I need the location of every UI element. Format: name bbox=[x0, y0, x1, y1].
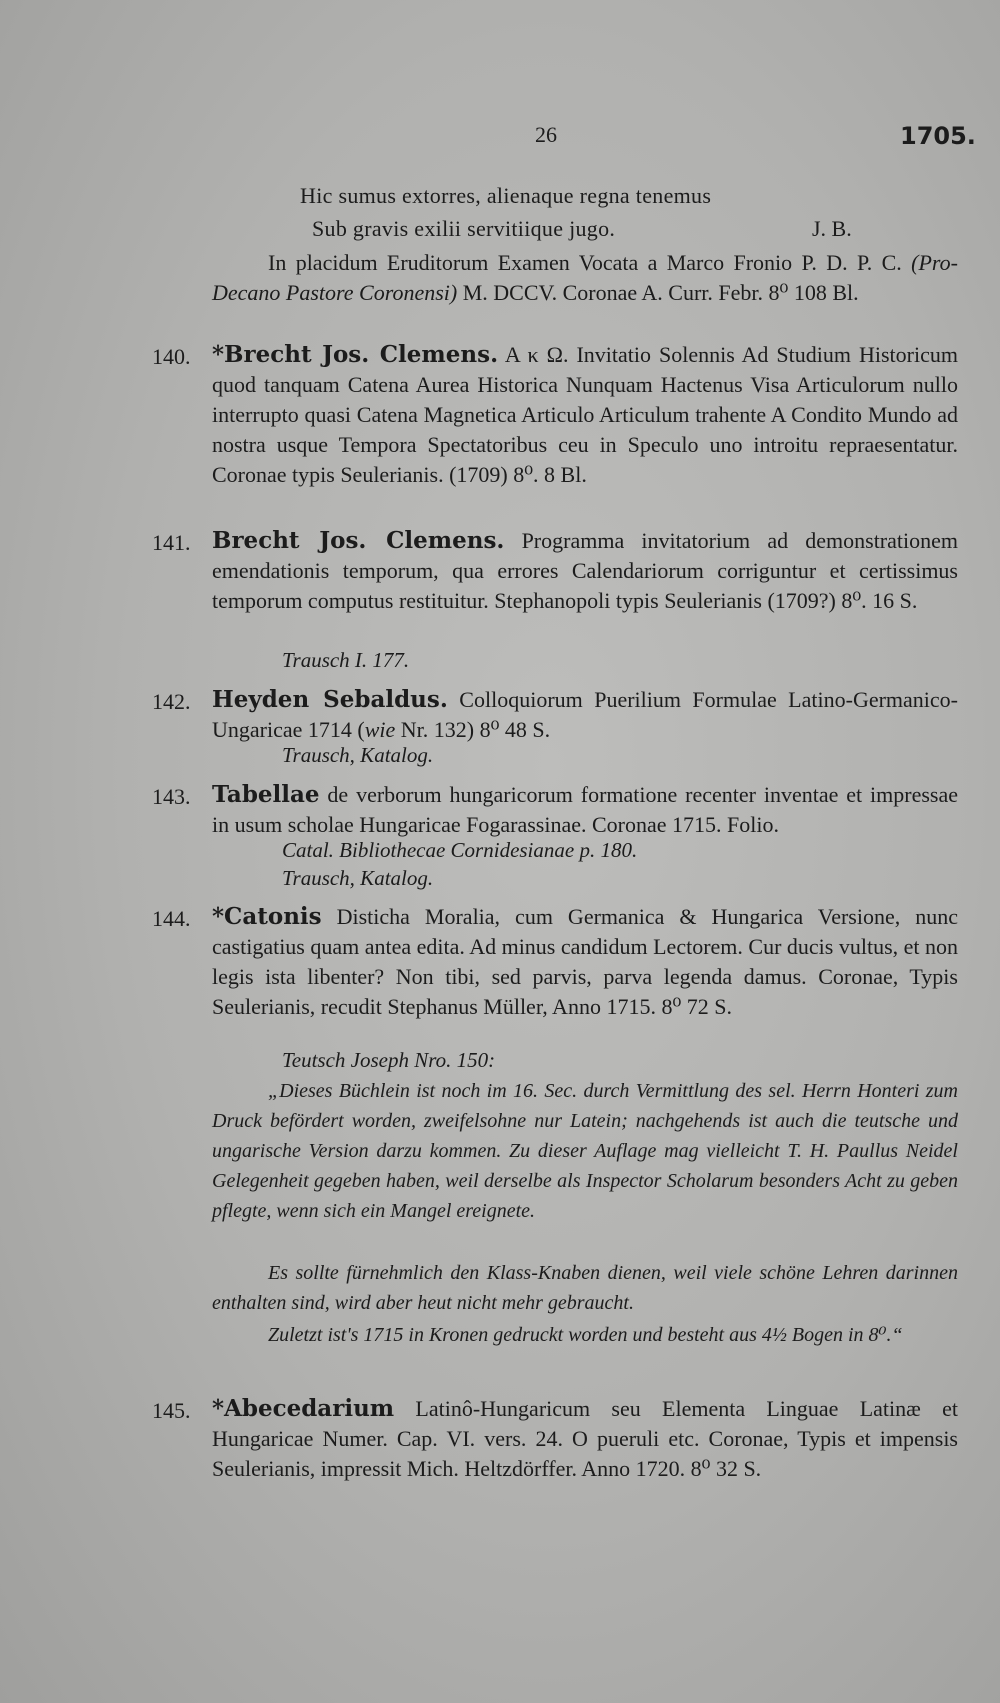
entry-title: *Abecedarium bbox=[212, 1395, 395, 1422]
entry-title: Tabellae bbox=[212, 781, 320, 808]
entry-145: *Abecedarium Latinô-Hungaricum seu Elementa Linguae Latinæ et Hungaricae Numer. Cap. VI. vers. 24. O pueruli etc. Coronae, Typis et impensis Seulerianis, impressit Mich. Heltzdörffer. Anno 1720. 8⁰ 32 S. bbox=[212, 1395, 958, 1481]
entry-title: *Brecht Jos. Clemens. bbox=[212, 341, 499, 368]
entry-number: 141. bbox=[152, 530, 191, 555]
entry-reference: Catal. Bibliothecae Cornidesianae p. 180. bbox=[282, 838, 638, 862]
entry-reference: Trausch, Katalog. bbox=[282, 866, 434, 890]
entry-reference: Trausch I. 177. bbox=[282, 648, 410, 672]
entry-number: 144. bbox=[152, 906, 191, 931]
quote-paragraph: Zuletzt ist's 1715 in Kronen gedruckt worden und besteht aus 4½ Bogen in 8⁰.“ bbox=[268, 1324, 903, 1346]
verse-signature: J. B. bbox=[812, 216, 852, 241]
quote-paragraph: „Dieses Büchlein ist noch im 16. Sec. durch Vermittlung des sel. Herrn Honteri zum Druck befördert worden, zweifelsohne nur Latein; nachgehends ist auch die teutsche und ungarische Version darzu kommen. Zu dieser Auflage mag vielleicht T. H. Paullus Neidel Gelegenheit gegeben haben, weil derselbe als Inspector Scholarum besonders Acht zu geben pflegte, wenn sich ein Mangel ereignete. bbox=[212, 1080, 958, 1222]
quote-paragraph: Es sollte fürnehmlich den Klass-Knaben dienen, weil viele schöne Lehren darinnen enthalten sind, wird aber heut nicht mehr gebraucht. bbox=[212, 1262, 958, 1314]
verse-line-1: Hic sumus extorres, alienaque regna tenemus bbox=[300, 183, 712, 208]
entry-number: 143. bbox=[152, 784, 191, 809]
entry-reference: Trausch, Katalog. bbox=[282, 743, 434, 767]
entry-title: Heyden Sebaldus. bbox=[212, 686, 448, 713]
entry-number: 140. bbox=[152, 344, 191, 369]
page-number: 26 bbox=[535, 122, 557, 147]
opening-paragraph: In placidum Eruditorum Examen Vocata a Marco Fronio P. D. P. C. (Pro-Decano Pastore Coronensi) M. DCCV. Coronae A. Curr. Febr. 8⁰ 108 Bl. bbox=[212, 250, 958, 305]
verse-line-2: Sub gravis exilii servitiique jugo. bbox=[312, 216, 616, 241]
entry-143: Tabellae de verborum hungaricorum formatione recenter inventae et impressae in usum scholae Hungaricae Fogarassinae. Coronae 1715. Folio. bbox=[212, 781, 958, 837]
entry-number: 145. bbox=[152, 1398, 191, 1423]
entry-141: Brecht Jos. Clemens. Programma invitatorium ad demonstrationem emendationis temporum, qua errores Calendariorum corriguntur et certissimus temporum computus restituitur. Stephanopoli typis Seulerianis (1709?) 8⁰. 16 S. bbox=[212, 527, 958, 613]
entry-140: *Brecht Jos. Clemens. A κ Ω. Invitatio Solennis Ad Studium Historicum quod tanquam Catena Aurea Historica Nunquam Hactenus Visa Articulorum nullo interrupto quasi Catena Magnetica Articulo Articulum trahente A Condito Mundo ad nostra usque Tempora Spectatoribus ceu in Speculo uno introitu repraesentatur. Coronae typis Seulerianis. (1709) 8⁰. 8 Bl. bbox=[212, 341, 958, 487]
entry-reference: Teutsch Joseph Nro. 150: bbox=[282, 1048, 496, 1072]
page-year-heading: 1705. bbox=[900, 122, 976, 150]
entry-144: *Catonis Disticha Moralia, cum Germanica & Hungarica Versione, nunc castigatius quam antea edita. Ad minus candidum Lectorem. Cur ducis vultus, et non legis ista libenter? Non tibi, sed parvis, parva legenda damus. Coronae, Typis Seulerianis, recudit Stephanus Müller, Anno 1715. 8⁰ 72 S. bbox=[212, 903, 959, 1019]
entry-title: Brecht Jos. Clemens. bbox=[212, 527, 505, 554]
entry-number: 142. bbox=[152, 689, 191, 714]
entry-title: *Catonis bbox=[212, 903, 322, 930]
entry-142: Heyden Sebaldus. Colloquiorum Puerilium Formulae Latino-Germanico-Ungaricae 1714 (wie Nr. 132) 8⁰ 48 S. bbox=[212, 686, 958, 742]
